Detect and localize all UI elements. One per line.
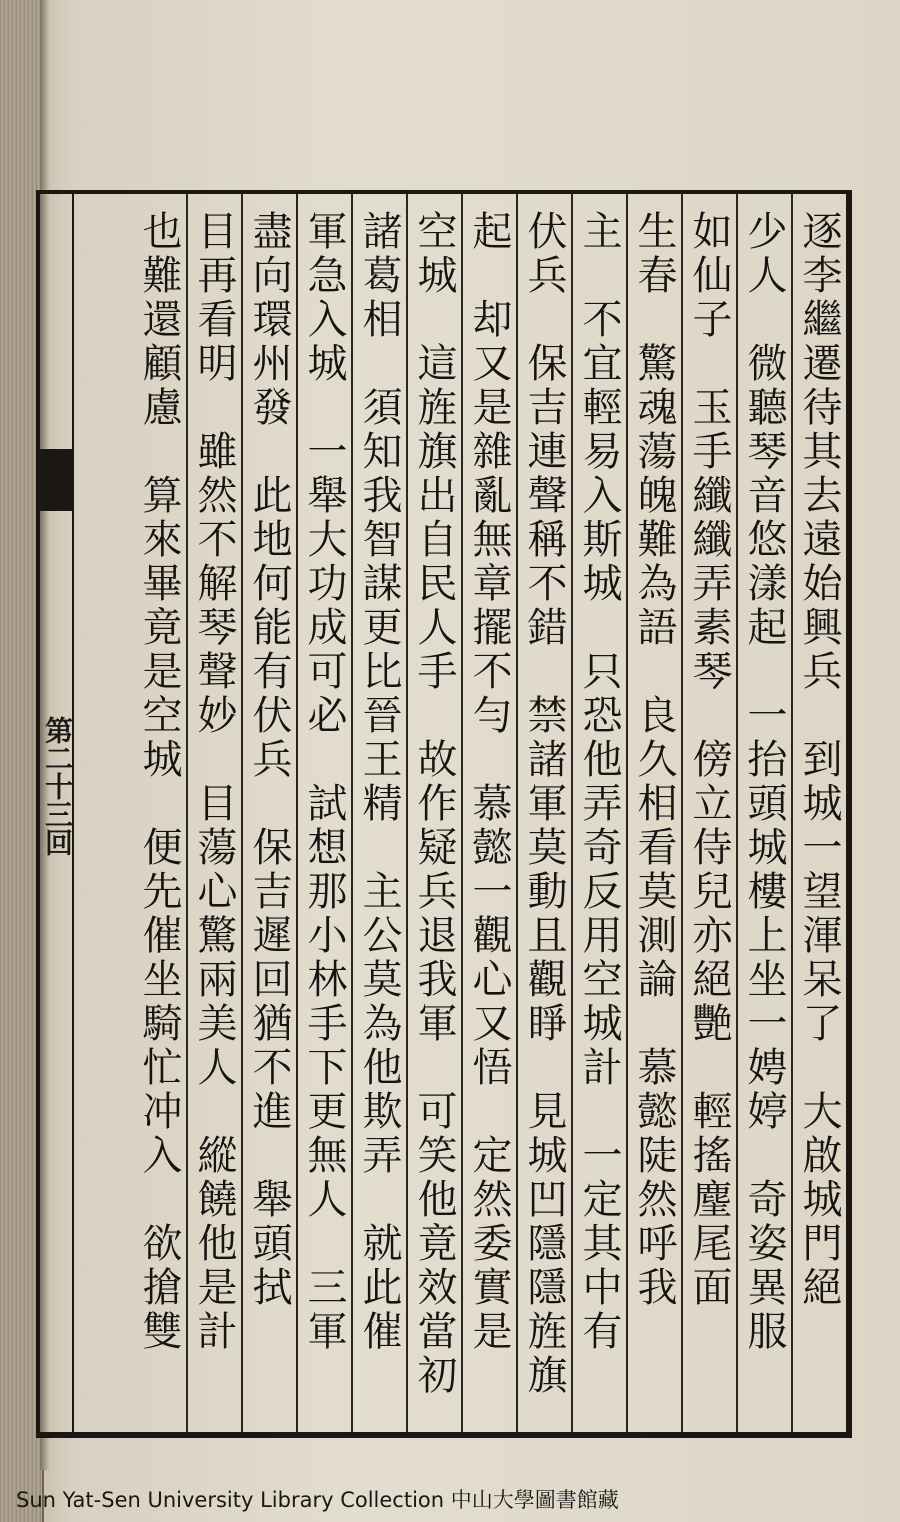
text-column: 主 不宜輕易入斯城 只恐他弄奇反用空城計 一定其中有 — [571, 194, 626, 1432]
text-column: 也難還顧慮 算來畢竟是空城 便先催坐騎忙冲入 欲搶雙 — [136, 210, 182, 1354]
chapter-label: 第二十三回 — [41, 716, 74, 856]
text-column: 空城 這旌旗出自民人手 故作疑兵退我軍 可笑他竟效當初 — [406, 194, 461, 1432]
margin-column — [40, 194, 74, 1434]
text-column: 軍急入城 一舉大功成可必 試想那小林手下更無人 三軍 — [296, 194, 351, 1432]
text-column: 生春 驚魂蕩魄難為語 良久相看莫測論 慕懿陡然呼我 — [626, 194, 681, 1432]
text-column: 如仙子 玉手纖纖弄素琴 傍立侍兒亦絕艷 輕搖麈尾面 — [681, 194, 736, 1432]
text-body — [76, 194, 846, 1432]
text-column: 逐李繼遷待其去遠始興兵 到城一望渾呆了 大啟城門絕 — [791, 194, 846, 1432]
text-column: 伏兵 保吉連聲稱不錯 禁諸軍莫動且觀睜 見城凹隱隱旌旗 — [516, 194, 571, 1432]
text-column: 盡向環州發 此地何能有伏兵 保吉遲回猶不進 舉頭拭 — [241, 194, 296, 1432]
text-column: 少人 微聽琴音悠漾起 一抬頭城樓上坐一娉婷 奇姿異服 — [736, 194, 791, 1432]
text-column: 目再看明 雖然不解琴聲妙 目蕩心驚兩美人 縱饒他是計 — [186, 194, 241, 1432]
text-column: 起 却又是雜亂無章擺不勻 慕懿一觀心又悟 定然委實是 — [461, 194, 516, 1432]
fishtail-mark — [40, 449, 72, 511]
collection-credit: Sun Yat-Sen University Library Collection 中山大學圖書館藏 — [16, 1488, 619, 1512]
text-column: 諸葛相 須知我智謀更比晉王精 主公莫為他欺弄 就此催 — [351, 194, 406, 1432]
